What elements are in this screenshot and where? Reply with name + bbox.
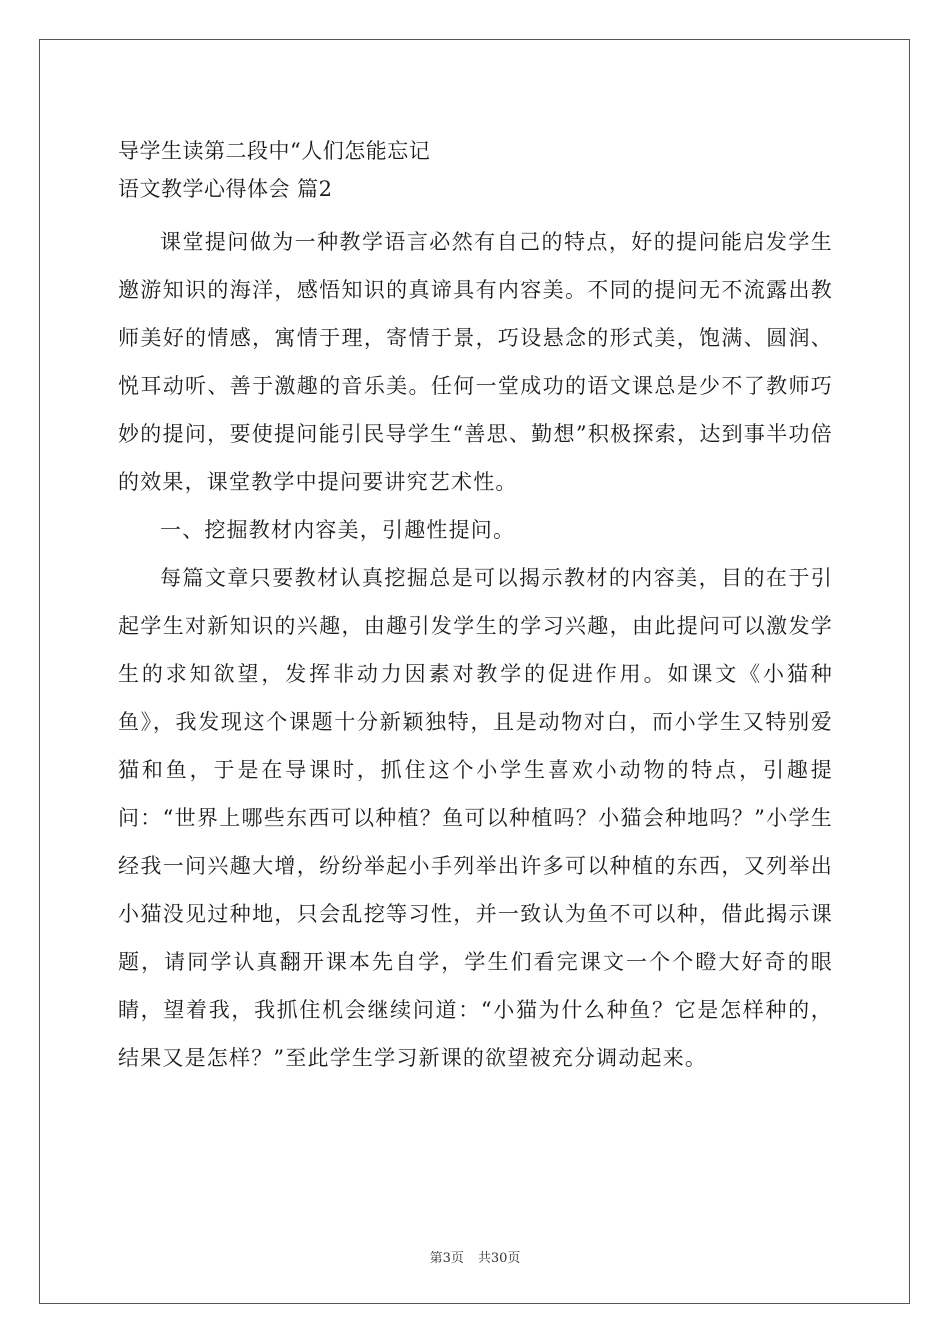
document-body [118,132,833,1082]
intro-line: 导学生读第二段中“人们怎能忘记 [118,139,431,163]
subheading-1: 一、挖掘教材内容美，引趣性提问。 [160,518,516,542]
section-title: 语文教学心得体会 篇2 [118,177,333,201]
page-total: 共30页 [477,1251,521,1266]
page-footer [0,1247,950,1266]
paragraph-2: 每篇文章只要教材认真挖掘总是可以揭示教材的内容美，目的在于引起学生对新知识的兴趣，由趣引发学生的学习兴趣，由此提问可以激发学生的求知欲望，发挥非动力因素对教学的促进作用。如课文《小猫种鱼》，我发现这个课题十分新颖独特，且是动物对白，而小学生又特别爱猫和鱼，于是在导课时，抓住这个小学生喜欢小动物的特点，引趣提问：“世界上哪些东西可以种植？鱼可以种植吗？小猫会种地吗？”小学生经我一问兴趣大增，纷纷举起小手列举出许多可以种植的东西，又列举出小猫没见过种地，只会乱挖等习性，并一致认为鱼不可以种，借此揭示课题，请同学认真翻开课本先自学，学生们看完课文一个个瞪大好奇的眼睛，望着我，我抓住机会继续问道：“小猫为什么种鱼？它是怎样种的，结果又是怎样？”至此学生学习新课的欲望被充分调动起来。 [118,566,833,1070]
paragraph-1: 课堂提问做为一种教学语言必然有自己的特点，好的提问能启发学生邀游知识的海洋，感悟知识的真谛具有内容美。不同的提问无不流露出教师美好的情感，寓情于理，寄情于景，巧设悬念的形式美，饱满、圆润、悦耳动听、善于激趣的音乐美。任何一堂成功的语文课总是少不了教师巧妙的提问，要使提问能引民导学生“善思、勤想”积极探索，达到事半功倍的效果，课堂教学中提问要讲究艺术性。 [118,230,833,494]
page-number: 第3页 [429,1251,464,1266]
